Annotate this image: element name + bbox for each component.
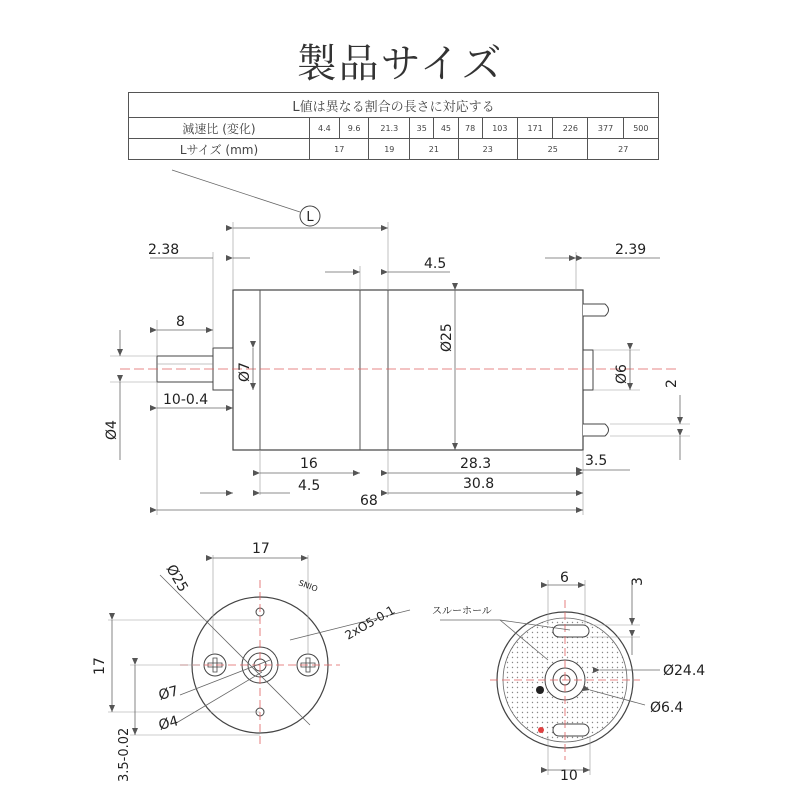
dim-label: 2.39 xyxy=(615,242,647,258)
dim-label: 2.38 xyxy=(148,242,180,258)
dim-label: 4.5 xyxy=(298,478,321,494)
ratio-cell: 377 xyxy=(588,118,623,139)
ratio-cell: 21.3 xyxy=(369,118,410,139)
ratio-cell: 103 xyxy=(482,118,517,139)
dim-label: 3.5 xyxy=(585,453,608,469)
length-cell: 19 xyxy=(369,139,410,160)
ratio-cell: 226 xyxy=(553,118,588,139)
length-cell: 25 xyxy=(517,139,587,160)
dim-label: 8 xyxy=(176,314,185,330)
dim-label: Ø6 xyxy=(614,364,630,384)
dim-label: 28.3 xyxy=(460,456,492,472)
dim-label: 3.5-0.02 xyxy=(117,727,132,782)
dim-label: 10-0.4 xyxy=(163,392,209,408)
dim-label: 17 xyxy=(252,541,270,557)
dim-label: Ø7 xyxy=(156,683,181,704)
terminal-slot-top xyxy=(553,625,589,637)
dim-label: Ø24.4 xyxy=(663,663,706,679)
dim-label: Ø7 xyxy=(237,362,253,382)
dim-label: 2 xyxy=(664,379,680,388)
dim-label: 10 xyxy=(560,768,578,784)
dim-label: 2xO5-0.1 xyxy=(342,602,398,643)
dim-label: Ø4 xyxy=(104,420,120,440)
back-view xyxy=(432,570,705,784)
dim-label: 3 xyxy=(630,577,646,586)
dim-label: 17 xyxy=(92,657,108,675)
rear-boss xyxy=(583,350,593,390)
length-cell: 27 xyxy=(588,139,659,160)
dim-label: 16 xyxy=(300,456,318,472)
ratio-cell: 4.4 xyxy=(310,118,340,139)
back-vent-hole xyxy=(536,686,544,694)
motor-body xyxy=(233,290,583,450)
through-hole-label: スルーホール xyxy=(432,606,492,617)
length-label: Lサイズ (mm) xyxy=(129,139,310,160)
dim-label: Ø6.4 xyxy=(650,700,684,716)
ratio-cell: 35 xyxy=(410,118,434,139)
dim-label: Ø25 xyxy=(439,323,455,352)
callout-leader xyxy=(172,170,300,212)
page-title: 製品サイズ xyxy=(296,41,504,87)
length-cell: 23 xyxy=(458,139,517,160)
front-view xyxy=(92,541,410,782)
ratio-cell: 45 xyxy=(434,118,458,139)
callout-label: L xyxy=(306,210,314,225)
side-view xyxy=(104,170,690,515)
dim-label: Ø4 xyxy=(156,713,181,734)
dim-label: 68 xyxy=(360,493,378,509)
dim-label: Ø25 xyxy=(162,562,191,595)
terminal-top xyxy=(583,304,609,316)
terminal-bottom xyxy=(583,424,609,436)
spec-table-header: L値は異なる割合の長さに対応する xyxy=(129,93,659,118)
length-cell: 21 xyxy=(410,139,458,160)
terminal-slot-bottom xyxy=(553,724,589,736)
dim-label: 4.5 xyxy=(424,256,447,272)
dim-label: SNIO xyxy=(297,578,319,594)
ratio-cell: 171 xyxy=(517,118,552,139)
ratio-cell: 78 xyxy=(458,118,482,139)
ratio-cell: 9.6 xyxy=(339,118,369,139)
ratio-label: 減速比 (変化) xyxy=(129,118,310,139)
dim-label: 6 xyxy=(560,570,569,586)
polarity-mark xyxy=(538,727,544,733)
ratio-cell: 500 xyxy=(623,118,658,139)
dim-label: 30.8 xyxy=(463,476,495,492)
length-cell: 17 xyxy=(310,139,369,160)
